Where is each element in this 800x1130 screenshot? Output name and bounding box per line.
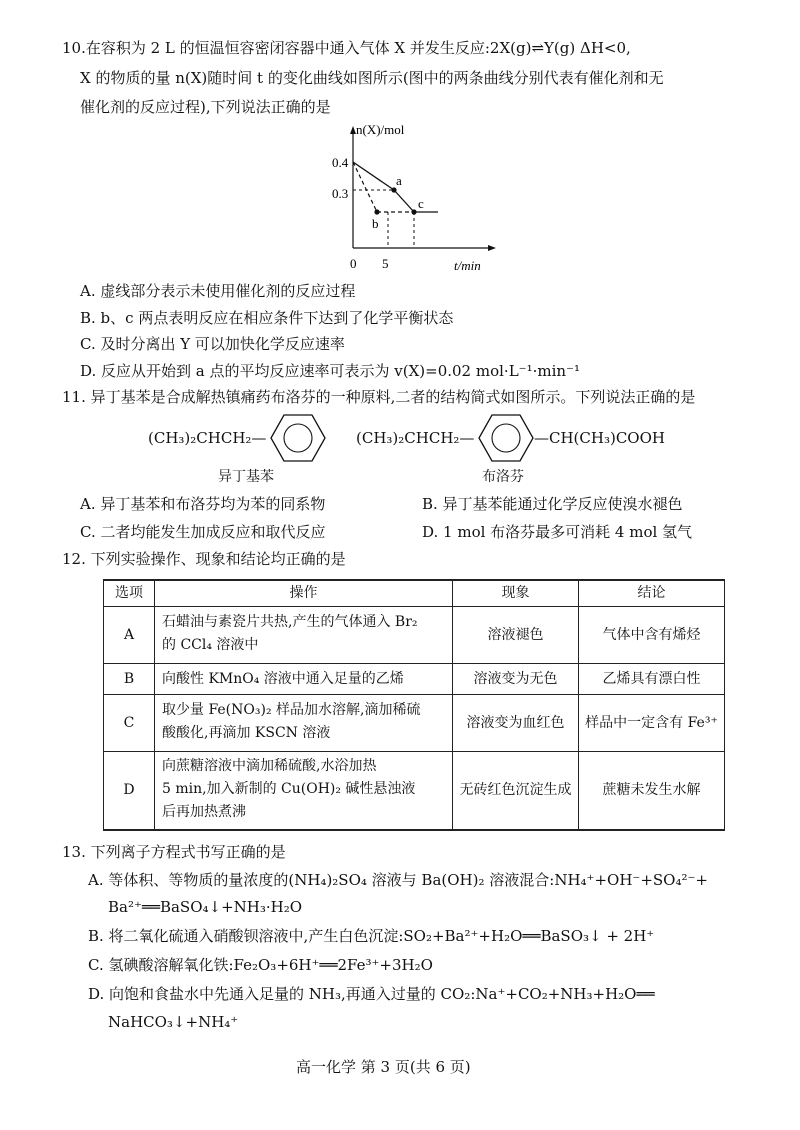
q13-option-a-line2: Ba²⁺══BaSO₄↓+NH₃·H₂O — [108, 898, 303, 916]
row-c-phenomenon: 溶液变为血红色 — [466, 714, 565, 731]
isobutylbenzene-prefix: (CH₃)₂CHCH₂— — [148, 429, 267, 447]
row-c-option: C — [123, 714, 135, 731]
row-a-option: A — [123, 626, 135, 643]
point-c-label: c — [418, 196, 424, 211]
point-a — [391, 187, 396, 192]
q13-option-d-line1: D. 向饱和食盐水中先通入足量的 NH₃,再通入过量的 CO₂:Na⁺+CO₂+NH₃+H₂O══ — [88, 985, 655, 1003]
q11-option-d: D. 1 mol 布洛芬最多可消耗 4 mol 氢气 — [422, 523, 693, 541]
table-header-operation: 操作 — [289, 585, 318, 601]
row-b-operation-line1: 向酸性 KMnO₄ 溶液中通入足量的乙烯 — [162, 670, 404, 687]
row-b-option: B — [123, 670, 135, 687]
ibuprofen-name: 布洛芬 — [482, 469, 524, 485]
q10-stem-line2: X 的物质的量 n(X)随时间 t 的变化曲线如图所示(图中的两条曲线分别代表有催化剂和无 — [80, 69, 664, 87]
row-c-operation-line2: 酸酸化,再滴加 KSCN 溶液 — [162, 725, 331, 741]
row-d-conclusion: 蔗糖未发生水解 — [602, 782, 701, 798]
x-axis-label: t/min — [454, 258, 481, 273]
row-a-phenomenon: 溶液褪色 — [487, 626, 544, 643]
q13-option-a-line1: A. 等体积、等物质的量浓度的(NH₄)₂SO₄ 溶液与 Ba(OH)₂ 溶液混合:NH₄⁺+OH⁻+SO₄²⁻+ — [88, 871, 708, 889]
q10-stem-line3: 催化剂的反应过程),下列说法正确的是 — [80, 98, 331, 116]
y-tick-0.3: 0.3 — [332, 186, 349, 201]
row-a-operation-line1: 石蜡油与素瓷片共热,产生的气体通入 Br₂ — [162, 614, 418, 630]
q10-option-a: A. 虚线部分表示未使用催化剂的反应过程 — [80, 282, 356, 300]
q13-stem: 13. 下列离子方程式书写正确的是 — [62, 843, 286, 861]
row-a-operation-line2: 的 CCl₄ 溶液中 — [162, 637, 259, 653]
q11-option-c: C. 二者均能发生加成反应和取代反应 — [80, 523, 326, 541]
row-a-conclusion: 气体中含有烯烃 — [602, 626, 701, 643]
row-d-operation-line1: 向蔗糖溶液中滴加稀硫酸,水浴加热 — [162, 758, 377, 774]
q13-option-d-line2: NaHCO₃↓+NH₄⁺ — [108, 1013, 239, 1031]
table-header-option: 选项 — [115, 585, 143, 601]
row-d-option: D — [123, 782, 135, 798]
point-a-label: a — [396, 173, 402, 188]
row-d-operation-line2: 5 min,加入新制的 Cu(OH)₂ 碱性悬浊液 — [162, 781, 416, 797]
table-header-phenomenon: 现象 — [501, 585, 530, 601]
q10-graph — [320, 120, 500, 280]
isobutylbenzene-name: 异丁基苯 — [218, 469, 274, 485]
q13-option-c: C. 氢碘酸溶解氧化铁:Fe₂O₃+6H⁺══2Fe³⁺+3H₂O — [88, 956, 433, 974]
page-footer: 高一化学 第 3 页(共 6 页) — [296, 1058, 471, 1076]
q10-stem-line1: 10.在容积为 2 L 的恒温恒容密闭容器中通入气体 X 并发生反应:2X(g)⇌Y(g) ΔH<0, — [62, 39, 631, 57]
x-tick-5: 5 — [382, 256, 389, 271]
q11-option-a: A. 异丁基苯和布洛芬均为苯的同系物 — [80, 495, 326, 513]
point-b-label: b — [372, 216, 379, 231]
row-d-operation-line3: 后再加热煮沸 — [162, 804, 246, 820]
row-b-conclusion: 乙烯具有漂白性 — [602, 670, 701, 687]
ibuprofen-prefix: (CH₃)₂CHCH₂— — [356, 429, 475, 447]
origin-label: 0 — [350, 256, 357, 271]
q11-option-b: B. 异丁基苯能通过化学反应使溴水褪色 — [422, 495, 683, 513]
point-c — [411, 209, 416, 214]
solid-curve — [394, 190, 414, 212]
row-c-operation-line1: 取少量 Fe(NO₃)₂ 样品加水溶解,滴加稀硫 — [162, 702, 421, 718]
row-c-conclusion: 样品中一定含有 Fe³⁺ — [585, 714, 718, 731]
y-axis-label: n(X)/mol — [356, 122, 405, 137]
y-tick-0.4: 0.4 — [332, 155, 349, 170]
q13-option-b: B. 将二氧化硫通入硝酸钡溶液中,产生白色沉淀:SO₂+Ba²⁺+H₂O══BaSO₃↓ + 2H⁺ — [88, 927, 655, 945]
row-b-phenomenon: 溶液变为无色 — [473, 670, 558, 687]
q12-stem: 12. 下列实验操作、现象和结论均正确的是 — [62, 550, 346, 568]
q10-option-c: C. 及时分离出 Y 可以加快化学反应速率 — [80, 335, 345, 353]
point-b — [374, 209, 379, 214]
q10-option-d: D. 反应从开始到 a 点的平均反应速率可表示为 v(X)=0.02 mol·L⁻¹·min⁻¹ — [80, 362, 580, 380]
row-d-phenomenon: 无砖红色沉淀生成 — [459, 782, 572, 798]
x-axis-arrow-icon — [488, 245, 496, 251]
benzene-ring-icon — [478, 413, 534, 463]
q10-option-b: B. b、c 两点表明反应在相应条件下达到了化学平衡状态 — [80, 309, 454, 327]
benzene-ring-icon — [270, 413, 326, 463]
q11-stem: 11. 异丁基苯是合成解热镇痛药布洛芬的一种原料,二者的结构简式如图所示。下列说法正确的是 — [62, 388, 696, 406]
ibuprofen-suffix: —CH(CH₃)COOH — [534, 429, 665, 447]
table-header-conclusion: 结论 — [637, 585, 666, 601]
